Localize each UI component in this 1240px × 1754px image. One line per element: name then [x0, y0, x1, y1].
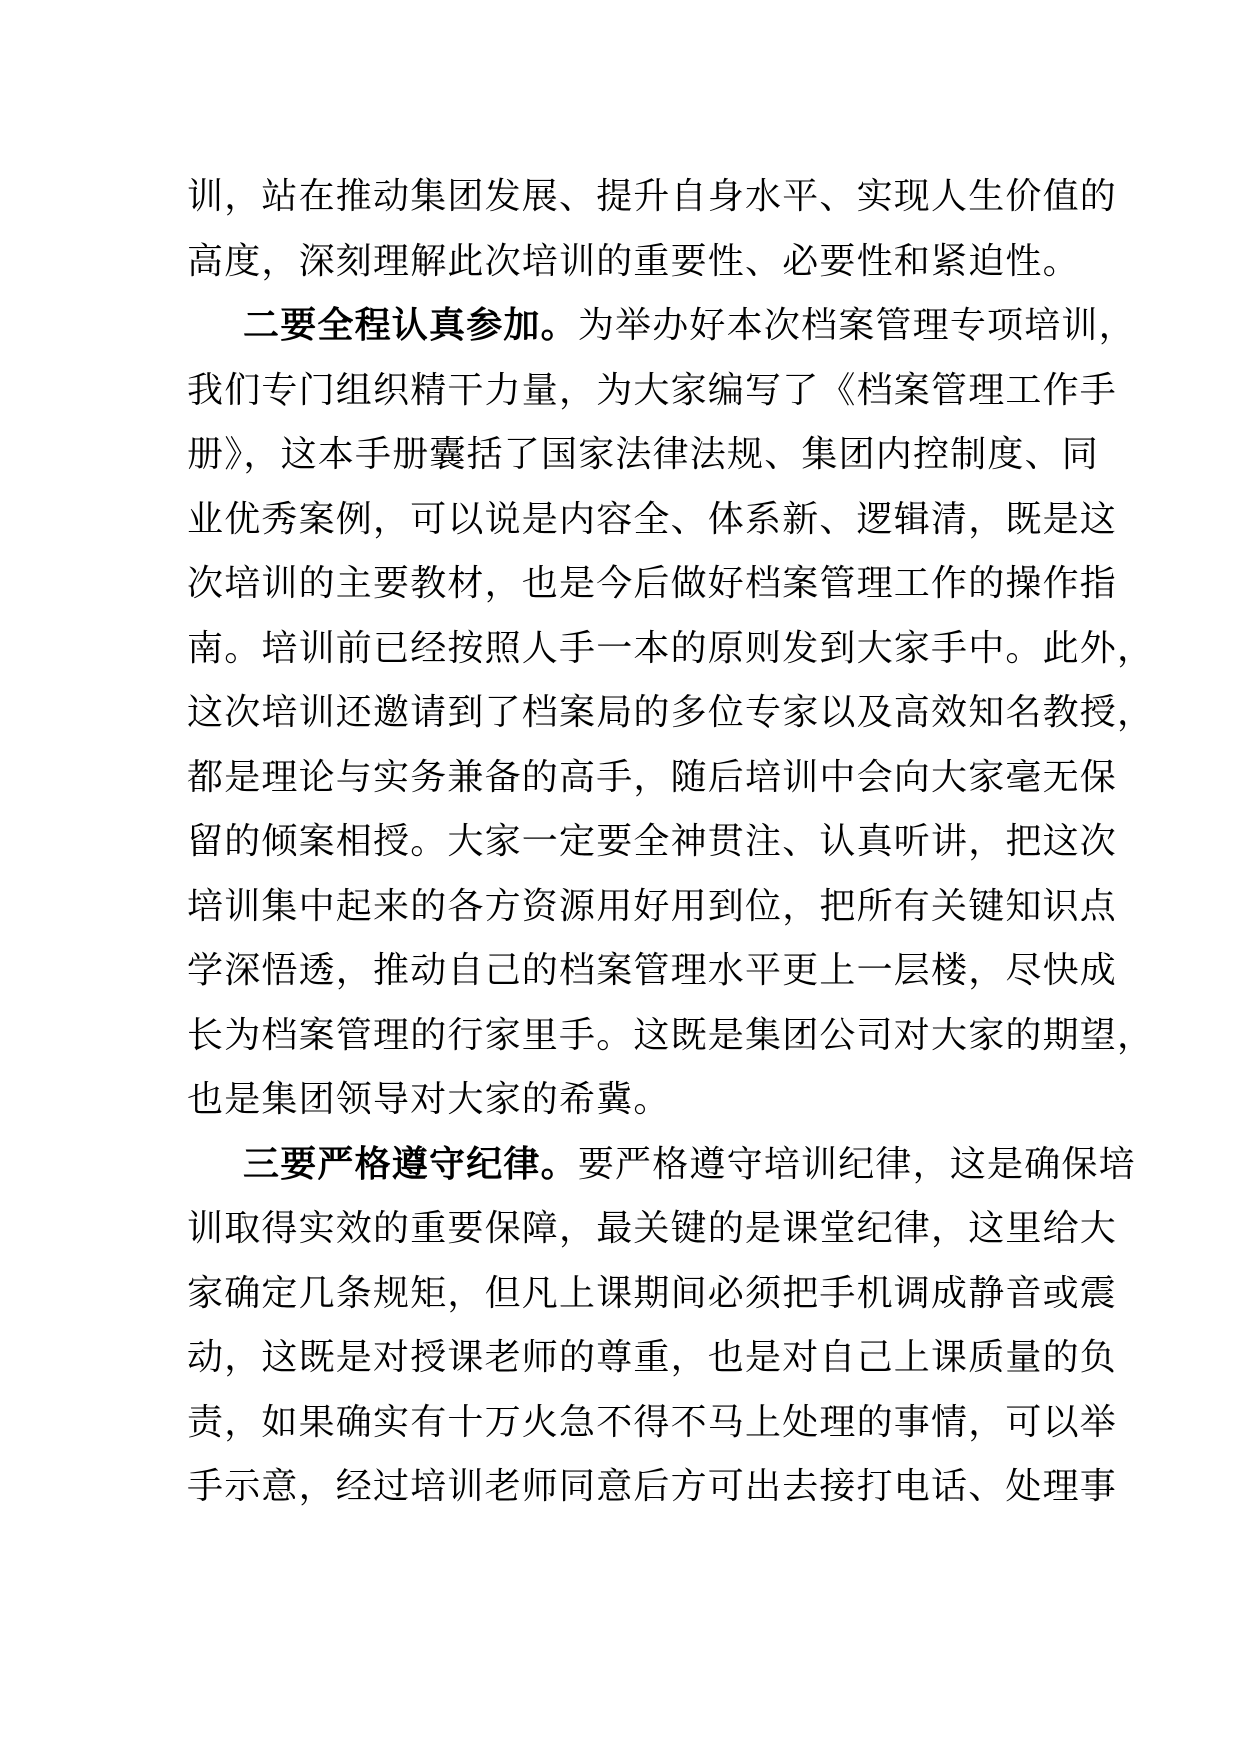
text-line: 这次培训还邀请到了档案局的多位专家以及高效知名教授， — [187, 692, 1155, 733]
text-line: 训，站在推动集团发展、提升自身水平、实现人生价值的 — [187, 176, 1118, 217]
paragraph-discipline — [187, 1133, 1136, 1520]
text-line: 培训集中起来的各方资源用好用到位，把所有关键知识点 — [187, 885, 1118, 927]
text-line — [187, 294, 1136, 359]
paragraph-heading: 二要全程认真参加。 — [243, 305, 578, 346]
text-line: 留的倾案相授。大家一定要全神贯注、认真听讲，把这次 — [187, 821, 1118, 862]
text-line — [187, 1133, 1136, 1198]
text-line: 动，这既是对授课老师的尊重，也是对自己上课质量的负 — [187, 1337, 1118, 1378]
text-line: 次培训的主要教材，也是今后做好档案管理工作的操作指 — [187, 563, 1118, 604]
text-run: 要严格遵守培训纪律，这是确保培 — [577, 1143, 1136, 1185]
text-line: 都是理论与实务兼备的高手，随后培训中会向大家毫无保 — [187, 756, 1118, 798]
document-body — [187, 165, 1155, 1520]
paragraph-heading: 三要严格遵守纪律。 — [243, 1143, 578, 1185]
text-line: 我们专门组织精干力量，为大家编写了《档案管理工作手 — [187, 369, 1118, 411]
text-line: 册》，这本手册囊括了国家法律法规、集团内控制度、同 — [187, 434, 1100, 475]
text-line: 家确定几条规矩，但凡上课期间必须把手机调成静音或震 — [187, 1272, 1118, 1314]
text-line: 学深悟透，推动自己的档案管理水平更上一层楼，尽快成 — [187, 950, 1118, 991]
text-line: 长为档案管理的行家里手。这既是集团公司对大家的期望， — [187, 1014, 1155, 1056]
text-line: 业优秀案例，可以说是内容全、体系新、逻辑清，既是这 — [187, 498, 1118, 540]
text-line: 训取得实效的重要保障，最关键的是课堂纪律，这里给大 — [187, 1208, 1118, 1249]
text-line: 责，如果确实有十万火急不得不马上处理的事情，可以举 — [187, 1401, 1118, 1443]
text-line: 南。培训前已经按照人手一本的原则发到大家手中。此外， — [187, 627, 1155, 669]
text-run: 为举办好本次档案管理专项培训， — [577, 305, 1136, 346]
paragraph-continuation — [187, 165, 1118, 294]
text-line: 手示意，经过培训老师同意后方可出去接打电话、处理事 — [187, 1466, 1118, 1507]
text-line: 高度，深刻理解此次培训的重要性、必要性和紧迫性。 — [187, 240, 1080, 282]
paragraph-full-participation — [187, 294, 1155, 1133]
text-line: 也是集团领导对大家的希冀。 — [187, 1079, 671, 1120]
